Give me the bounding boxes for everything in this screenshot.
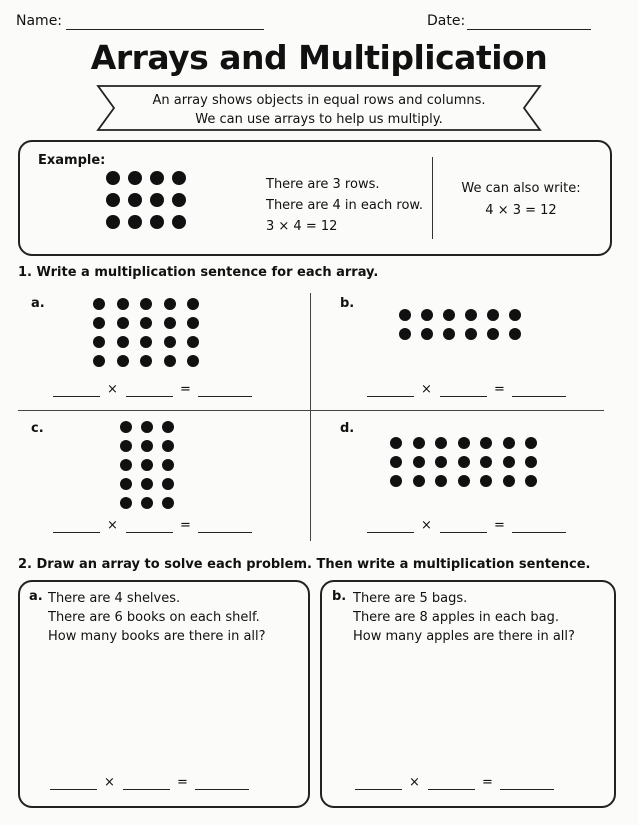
item-a-letter: a. xyxy=(31,296,45,311)
array-dot xyxy=(390,475,402,487)
array-dot xyxy=(443,328,455,340)
times-symbol: × xyxy=(107,518,118,533)
answer-blank[interactable] xyxy=(198,396,252,397)
array-dot xyxy=(117,298,129,310)
problem-a-line-3: How many books are there in all? xyxy=(48,629,266,644)
banner-text xyxy=(130,91,508,129)
times-symbol: × xyxy=(421,382,432,397)
example-array xyxy=(106,171,196,237)
array-dot xyxy=(172,171,186,185)
section2-heading: 2. Draw an array to solve each problem. Then write a multiplication sentence. xyxy=(18,557,591,572)
array-dot xyxy=(140,317,152,329)
array-dot xyxy=(413,475,425,487)
array-dot xyxy=(141,478,153,490)
array-dot xyxy=(413,437,425,449)
array-dot xyxy=(128,215,142,229)
date-field[interactable] xyxy=(467,29,591,30)
equals-symbol: = xyxy=(177,775,188,790)
array-dot xyxy=(487,309,499,321)
array-dot xyxy=(128,171,142,185)
array-dot xyxy=(162,421,174,433)
array-dot xyxy=(465,309,477,321)
example-also-eq: 4 × 3 = 12 xyxy=(485,203,557,218)
item-b-letter: b. xyxy=(340,296,355,311)
banner-line-1: An array shows objects in equal rows and columns. xyxy=(152,93,486,108)
times-symbol: × xyxy=(104,775,115,790)
array-dot xyxy=(162,459,174,471)
answer-blank[interactable] xyxy=(50,789,97,790)
item-d-letter: d. xyxy=(340,421,355,436)
array-dot xyxy=(120,497,132,509)
grid-horizontal-divider xyxy=(18,410,604,411)
array-dot xyxy=(150,215,164,229)
example-line-1: There are 3 rows. xyxy=(266,177,380,192)
array-dot xyxy=(93,336,105,348)
answer-blank[interactable] xyxy=(367,396,414,397)
example-also-label: We can also write: xyxy=(461,181,581,196)
problem-a-text xyxy=(48,589,266,646)
times-symbol: × xyxy=(421,518,432,533)
array-dot xyxy=(187,355,199,367)
problem-b-line-3: How many apples are there in all? xyxy=(353,629,575,644)
equals-symbol: = xyxy=(482,775,493,790)
answer-blank[interactable] xyxy=(123,789,170,790)
array-dot xyxy=(503,475,515,487)
answer-blank[interactable] xyxy=(512,532,566,533)
array-dot xyxy=(525,475,537,487)
array-dot xyxy=(120,459,132,471)
equals-symbol: = xyxy=(180,518,191,533)
array-dot xyxy=(150,171,164,185)
problem-a-line-2: There are 6 books on each shelf. xyxy=(48,610,260,625)
example-line-2: There are 4 in each row. xyxy=(266,198,423,213)
answer-blank[interactable] xyxy=(198,532,252,533)
example-explanation xyxy=(266,174,423,237)
answer-blank[interactable] xyxy=(355,789,402,790)
array-dot xyxy=(458,456,470,468)
problem-a-line-1: There are 4 shelves. xyxy=(48,591,181,606)
array-dot xyxy=(509,328,521,340)
array-dot xyxy=(435,456,447,468)
array-dot xyxy=(140,298,152,310)
array-dot xyxy=(413,456,425,468)
date-label: Date: xyxy=(427,13,466,29)
array-dot xyxy=(141,440,153,452)
array-dot xyxy=(458,475,470,487)
equals-symbol: = xyxy=(494,382,505,397)
array-dot xyxy=(443,309,455,321)
problem-a-letter: a. xyxy=(29,589,43,604)
array-dot xyxy=(162,497,174,509)
array-dot xyxy=(480,437,492,449)
array-dot xyxy=(106,215,120,229)
array-dot xyxy=(399,309,411,321)
array-dot xyxy=(140,355,152,367)
answer-blank[interactable] xyxy=(440,396,487,397)
array-dot xyxy=(93,298,105,310)
array-dot xyxy=(117,355,129,367)
equals-symbol: = xyxy=(494,518,505,533)
array-dot xyxy=(150,193,164,207)
grid-vertical-divider xyxy=(310,293,311,541)
array-dot xyxy=(93,317,105,329)
array-dot xyxy=(120,440,132,452)
array-dot xyxy=(525,456,537,468)
answer-blank[interactable] xyxy=(367,532,414,533)
array-dot xyxy=(187,336,199,348)
array-dot xyxy=(187,298,199,310)
array-dot xyxy=(164,298,176,310)
example-label: Example: xyxy=(38,153,106,168)
array-dot xyxy=(187,317,199,329)
answer-blank[interactable] xyxy=(500,789,554,790)
array-dot xyxy=(141,459,153,471)
problem-b-line-1: There are 5 bags. xyxy=(353,591,468,606)
array-dot xyxy=(509,309,521,321)
array-dot xyxy=(162,440,174,452)
name-field[interactable] xyxy=(66,29,264,30)
array-dot xyxy=(120,478,132,490)
array-dot xyxy=(164,355,176,367)
array-dot xyxy=(106,193,120,207)
item-c-letter: c. xyxy=(31,421,44,436)
example-line-3: 3 × 4 = 12 xyxy=(266,219,338,234)
name-label: Name: xyxy=(16,13,63,29)
array-dot xyxy=(164,317,176,329)
array-dot xyxy=(390,456,402,468)
answer-blank[interactable] xyxy=(512,396,566,397)
array-dot xyxy=(421,309,433,321)
array-dot xyxy=(120,421,132,433)
page-title: Arrays and Multiplication xyxy=(90,38,548,77)
array-dot xyxy=(128,193,142,207)
array-dot xyxy=(93,355,105,367)
array-dot xyxy=(435,437,447,449)
array-dot xyxy=(172,215,186,229)
array-dot xyxy=(106,171,120,185)
array-dot xyxy=(141,497,153,509)
array-dot xyxy=(399,328,411,340)
banner-line-2: We can use arrays to help us multiply. xyxy=(195,112,443,127)
array-dot xyxy=(525,437,537,449)
array-dot xyxy=(503,456,515,468)
equals-symbol: = xyxy=(180,382,191,397)
array-dot xyxy=(140,336,152,348)
section1-heading: 1. Write a multiplication sentence for each array. xyxy=(18,265,379,280)
array-dot xyxy=(503,437,515,449)
times-symbol: × xyxy=(409,775,420,790)
answer-blank[interactable] xyxy=(195,789,249,790)
array-dot xyxy=(480,475,492,487)
array-dot xyxy=(172,193,186,207)
array-dot xyxy=(117,336,129,348)
array-dot xyxy=(390,437,402,449)
problem-b-text xyxy=(353,589,575,646)
answer-blank[interactable] xyxy=(53,532,100,533)
answer-blank[interactable] xyxy=(440,532,487,533)
example-divider xyxy=(432,157,433,239)
array-dot xyxy=(117,317,129,329)
answer-blank[interactable] xyxy=(126,532,173,533)
array-dot xyxy=(162,478,174,490)
array-dot xyxy=(141,421,153,433)
array-dot xyxy=(421,328,433,340)
answer-blank[interactable] xyxy=(126,396,173,397)
problem-b-line-2: There are 8 apples in each bag. xyxy=(353,610,559,625)
array-dot xyxy=(435,475,447,487)
array-dot xyxy=(480,456,492,468)
answer-blank[interactable] xyxy=(428,789,475,790)
times-symbol: × xyxy=(107,382,118,397)
problem-b-letter: b. xyxy=(332,589,347,604)
array-dot xyxy=(465,328,477,340)
array-dot xyxy=(458,437,470,449)
example-alternate xyxy=(450,178,592,222)
array-dot xyxy=(164,336,176,348)
answer-blank[interactable] xyxy=(53,396,100,397)
array-dot xyxy=(487,328,499,340)
